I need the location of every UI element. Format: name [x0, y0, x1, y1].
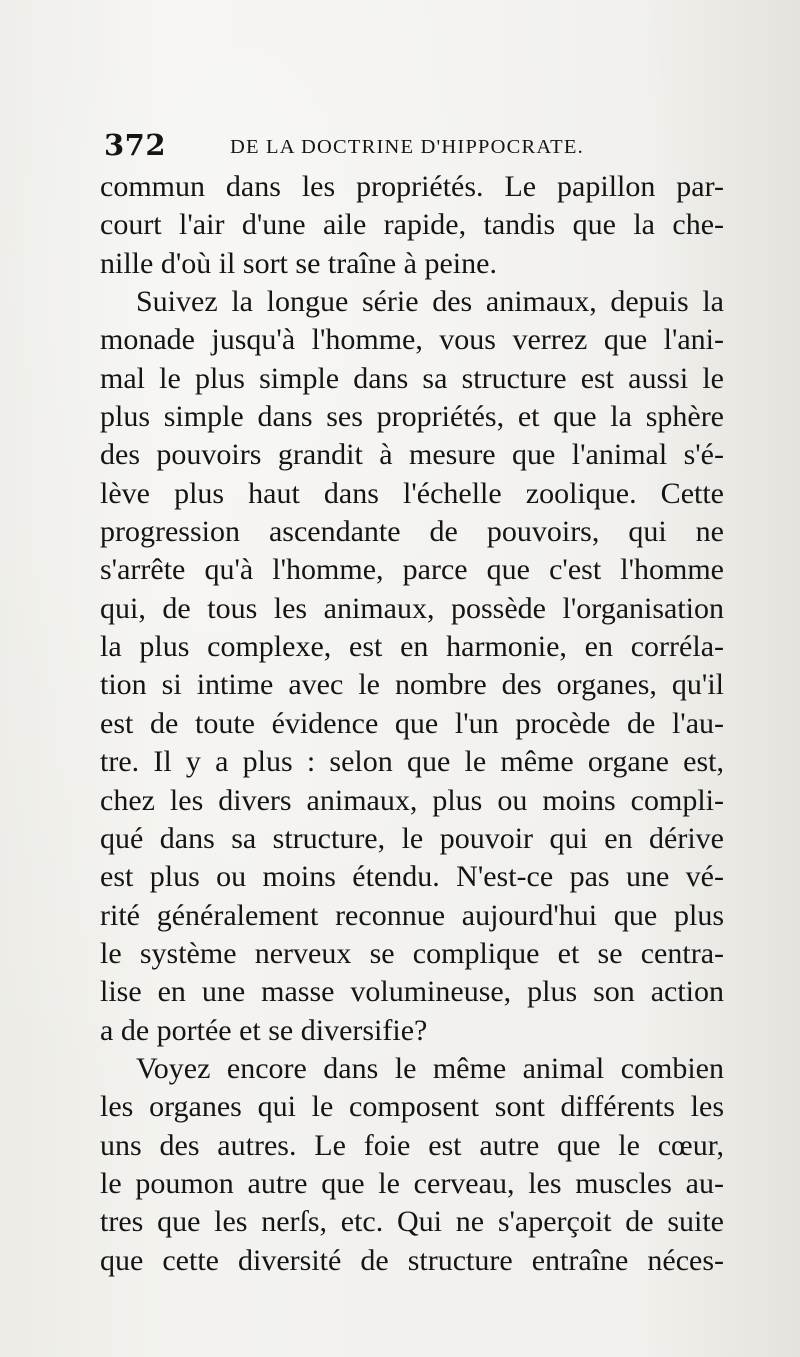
text-line: nille d'où il sort se traîne à peine. [100, 246, 497, 280]
text-line: qui, de tous les animaux, possède l'organisation [100, 591, 724, 625]
text-line: est plus ou moins étendu. N'est-ce pas une vé- [100, 860, 724, 894]
text-line: les organes qui le composent sont différents les [100, 1090, 724, 1124]
running-title: DE LA DOCTRINE D'HIPPOCRATE. [230, 136, 584, 158]
text-line: lise en une masse volumineuse, plus son action [100, 975, 724, 1009]
text-line: mal le plus simple dans sa structure est aussi le [100, 361, 724, 395]
page-header [104, 128, 724, 168]
text-line: tion si intime avec le nombre des organes, qu'il [100, 668, 724, 702]
text-line: chez les divers animaux, plus ou moins compli- [100, 783, 724, 817]
text-line: monade jusqu'à l'homme, vous verrez que l'ani- [100, 323, 724, 357]
text-line: commun dans les propriétés. Le papillon par- [100, 170, 724, 203]
text-line: que cette diversité de structure entraîne néces- [100, 1243, 724, 1277]
text-line: progression ascendante de pouvoirs, qui ne [100, 515, 724, 549]
text-line: tre. Il y a plus : selon que le même organe est, [100, 745, 724, 779]
text-line: tres que les nerſs, etc. Qui ne s'aperçoit de suite [100, 1205, 724, 1239]
text-line: est de toute évidence que l'un procède de l'au- [100, 706, 724, 740]
text-line: la plus complexe, est en harmonie, en corréla- [100, 630, 724, 664]
text-line: lève plus haut dans l'échelle zoolique. Cette [100, 476, 724, 510]
text-line: le poumon autre que le cerveau, les muscles au- [100, 1166, 724, 1200]
text-line: uns des autres. Le foie est autre que le cœur, [100, 1128, 724, 1162]
body-text [100, 168, 724, 1280]
page-number: 372 [104, 128, 167, 162]
text-line: rité généralement reconnue aujourd'hui que plus [100, 898, 724, 932]
text-line: s'arrête qu'à l'homme, parce que c'est l'homme [100, 553, 724, 587]
text-line: Suivez la longue série des animaux, depuis la [136, 285, 724, 319]
text-line: court l'air d'une aile rapide, tandis que la che- [100, 208, 724, 242]
text-line: plus simple dans ses propriétés, et que la sphère [100, 400, 724, 434]
text-line: qué dans sa structure, le pouvoir qui en dérive [100, 821, 724, 855]
text-line: des pouvoirs grandit à mesure que l'animal s'é- [100, 438, 724, 472]
text-line: le système nerveux se complique et se centra- [100, 936, 724, 970]
text-line: Voyez encore dans le même animal combien [136, 1051, 724, 1085]
text-line: a de portée et se diversifie? [100, 1013, 428, 1047]
